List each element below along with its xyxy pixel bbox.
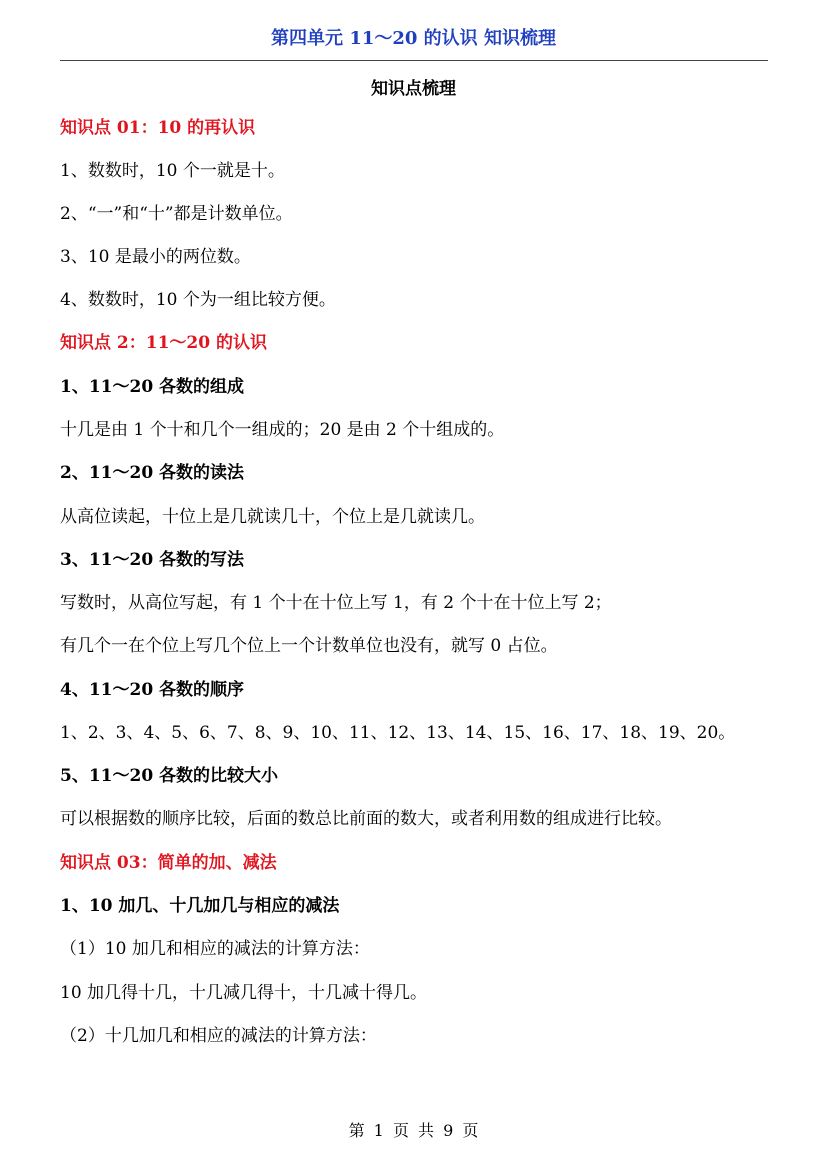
paragraph: 十几是由 1 个十和几个一组成的；20 是由 2 个十组成的。 <box>60 420 505 440</box>
paragraph: 1、2、3、4、5、6、7、8、9、10、11、12、13、14、15、16、17、18、19、20。 <box>60 723 736 743</box>
list-item: 3、10 是最小的两位数。 <box>60 247 251 267</box>
paragraph: （2）十几加几和相应的减法的计算方法： <box>60 1026 377 1046</box>
subheading: 3、11～20 各数的写法 <box>60 550 245 570</box>
paragraph: 从高位读起，十位上是几就读几十，个位上是几就读几。 <box>60 507 485 527</box>
subheading: 1、10 加几、十几加几与相应的减法 <box>60 896 340 916</box>
page-title: 知识点梳理 <box>371 79 456 99</box>
paragraph: 可以根据数的顺序比较，后面的数总比前面的数大，或者利用数的组成进行比较。 <box>60 809 672 829</box>
list-item: 1、数数时，10 个一就是十。 <box>60 161 285 181</box>
list-item: 4、数数时，10 个为一组比较方便。 <box>60 290 336 310</box>
paragraph: （1）10 加几和相应的减法的计算方法： <box>60 939 370 959</box>
paragraph: 写数时，从高位写起，有 1 个十在十位上写 1，有 2 个十在十位上写 2； <box>60 593 612 613</box>
subheading: 4、11～20 各数的顺序 <box>60 680 245 700</box>
subheading: 5、11～20 各数的比较大小 <box>60 766 279 786</box>
section-heading-3: 知识点 03：简单的加、减法 <box>60 853 277 873</box>
header-divider <box>60 60 768 61</box>
paragraph: 有几个一在个位上写几个位上一个计数单位也没有，就写 0 占位。 <box>60 636 558 656</box>
page-number: 第 1 页 共 9 页 <box>348 1121 479 1140</box>
subheading: 2、11～20 各数的读法 <box>60 463 245 483</box>
section-heading-2: 知识点 2：11～20 的认识 <box>60 333 267 353</box>
list-item: 2、“一”和“十”都是计数单位。 <box>60 204 293 224</box>
subheading: 1、11～20 各数的组成 <box>60 377 245 397</box>
paragraph: 10 加几得十几，十几减几得十，十几减十得几。 <box>60 983 428 1003</box>
section-heading-1: 知识点 01：10 的再认识 <box>60 118 256 138</box>
document-header: 第四单元 11～20 的认识 知识梳理 <box>271 28 556 49</box>
